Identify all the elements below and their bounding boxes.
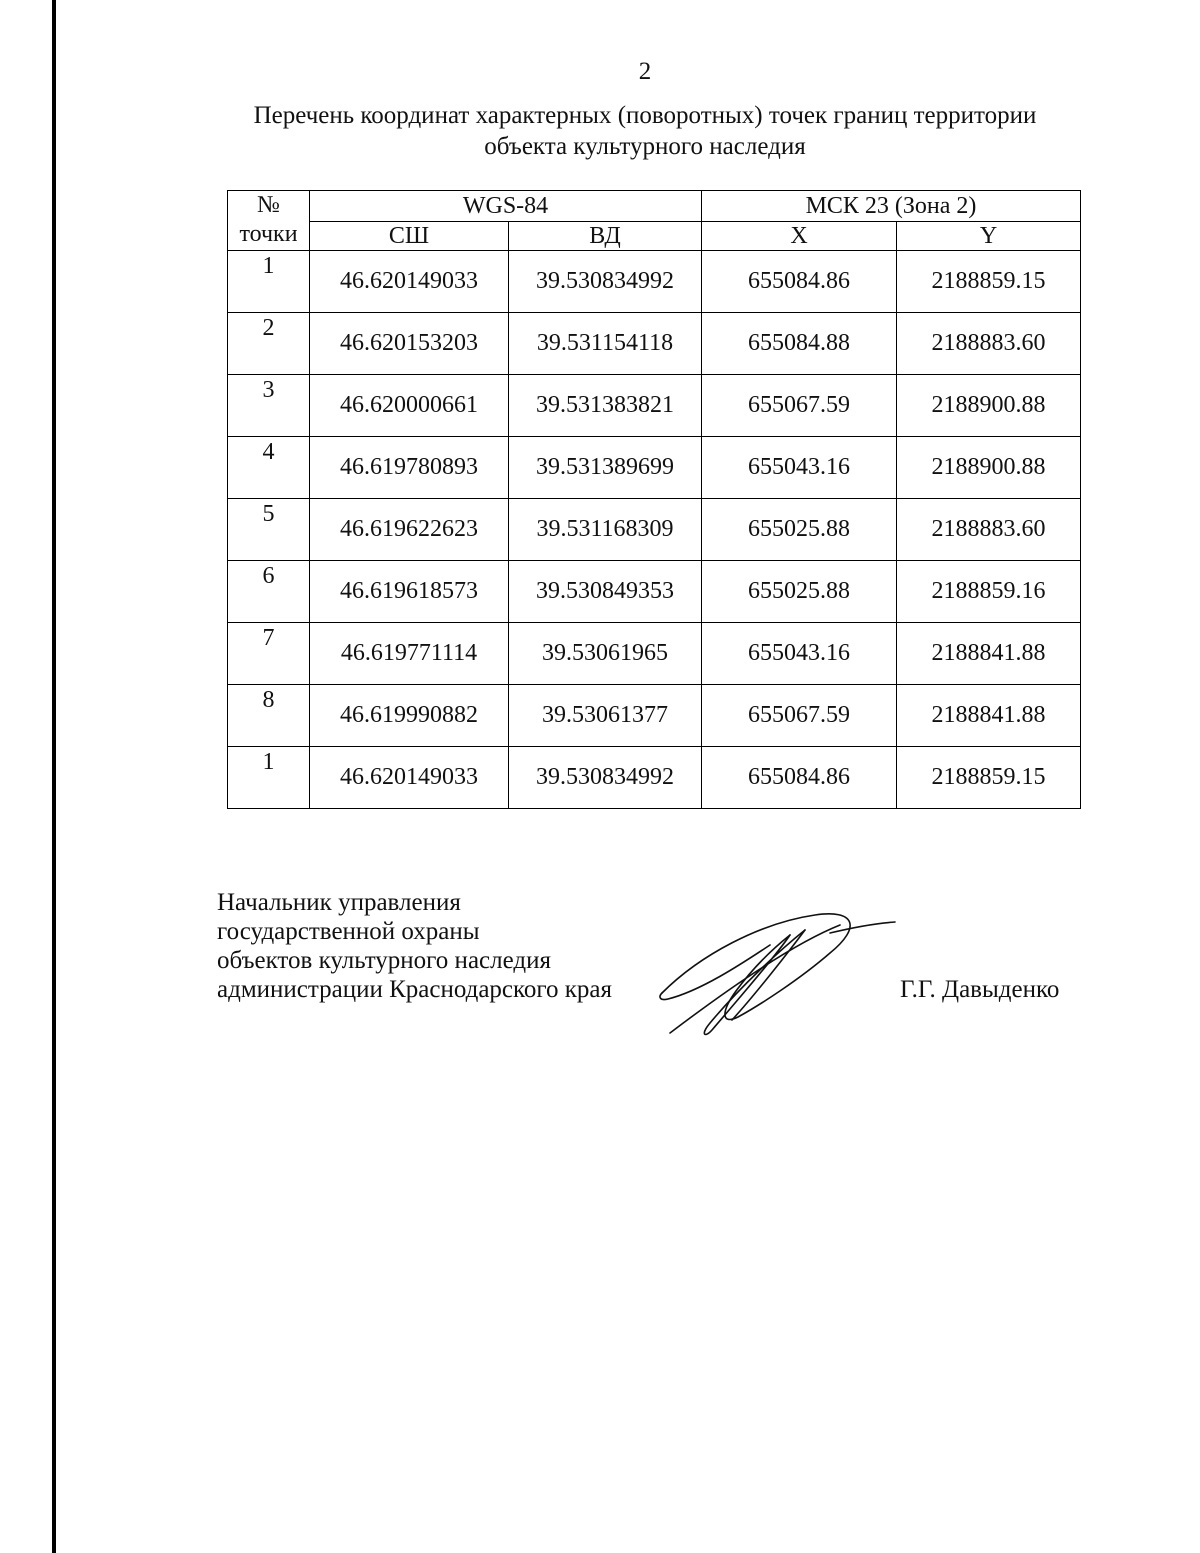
position-line-2: государственной охраны	[217, 918, 480, 945]
table-row	[228, 251, 1081, 313]
point-number-cell: 7	[228, 623, 310, 685]
longitude-cell: 39.53061965	[509, 623, 702, 685]
x-header: X	[702, 222, 897, 251]
latitude-cell: 46.620153203	[310, 313, 509, 375]
point-number-header-line2: точки	[239, 221, 298, 247]
point-number-cell: 1	[228, 251, 310, 313]
point-number-cell: 3	[228, 375, 310, 437]
latitude-cell: 46.620000661	[310, 375, 509, 437]
point-number-cell: 6	[228, 561, 310, 623]
y-cell: 2188900.88	[897, 375, 1081, 437]
wgs84-header: WGS-84	[310, 191, 702, 222]
y-cell: 2188900.88	[897, 437, 1081, 499]
latitude-cell: 46.619990882	[310, 685, 509, 747]
table-row	[228, 747, 1081, 809]
latitude-cell: 46.620149033	[310, 747, 509, 809]
coordinates-table	[227, 190, 1081, 809]
y-cell: 2188841.88	[897, 685, 1081, 747]
latitude-cell: 46.619622623	[310, 499, 509, 561]
x-cell: 655043.16	[702, 623, 897, 685]
left-border-bar	[52, 0, 56, 1553]
table-header-row-2	[228, 222, 1081, 251]
title-line-2: объекта культурного наследия	[484, 133, 806, 160]
point-number-header	[228, 191, 310, 251]
x-cell: 655025.88	[702, 499, 897, 561]
latitude-header: СШ	[310, 222, 509, 251]
y-cell: 2188859.15	[897, 251, 1081, 313]
x-cell: 655084.88	[702, 313, 897, 375]
x-cell: 655084.86	[702, 251, 897, 313]
longitude-cell: 39.530834992	[509, 747, 702, 809]
signatory-position	[217, 888, 612, 1004]
y-cell: 2188841.88	[897, 623, 1081, 685]
table-row	[228, 685, 1081, 747]
msk23-header: МСК 23 (Зона 2)	[702, 191, 1081, 222]
point-number-cell: 1	[228, 747, 310, 809]
point-number-cell: 8	[228, 685, 310, 747]
point-number-header-line1: №	[257, 192, 280, 218]
signer-name: Г.Г. Давыденко	[900, 976, 1060, 1003]
longitude-cell: 39.531383821	[509, 375, 702, 437]
x-cell: 655067.59	[702, 375, 897, 437]
latitude-cell: 46.619771114	[310, 623, 509, 685]
y-cell: 2188859.16	[897, 561, 1081, 623]
table-row	[228, 437, 1081, 499]
point-number-cell: 2	[228, 313, 310, 375]
document-title	[200, 100, 1090, 162]
point-number-cell: 5	[228, 499, 310, 561]
longitude-cell: 39.531154118	[509, 313, 702, 375]
latitude-cell: 46.620149033	[310, 251, 509, 313]
longitude-header: ВД	[509, 222, 702, 251]
position-line-3: объектов культурного наследия	[217, 947, 551, 974]
x-cell: 655084.86	[702, 747, 897, 809]
position-line-1: Начальник управления	[217, 889, 461, 916]
y-cell: 2188883.60	[897, 499, 1081, 561]
latitude-cell: 46.619780893	[310, 437, 509, 499]
table-header-row-1	[228, 191, 1081, 222]
point-number-cell: 4	[228, 437, 310, 499]
page-number: 2	[638, 58, 652, 85]
table-row	[228, 623, 1081, 685]
y-cell: 2188883.60	[897, 313, 1081, 375]
longitude-cell: 39.531389699	[509, 437, 702, 499]
y-header: Y	[897, 222, 1081, 251]
table-row	[228, 561, 1081, 623]
latitude-cell: 46.619618573	[310, 561, 509, 623]
longitude-cell: 39.530849353	[509, 561, 702, 623]
table-row	[228, 499, 1081, 561]
x-cell: 655025.88	[702, 561, 897, 623]
position-line-4: администрации Краснодарского края	[217, 976, 613, 1003]
longitude-cell: 39.53061377	[509, 685, 702, 747]
longitude-cell: 39.530834992	[509, 251, 702, 313]
title-line-1: Перечень координат характерных (поворотных) точек границ территории	[253, 102, 1037, 129]
y-cell: 2188859.15	[897, 747, 1081, 809]
longitude-cell: 39.531168309	[509, 499, 702, 561]
table-row	[228, 313, 1081, 375]
x-cell: 655043.16	[702, 437, 897, 499]
handwritten-signature	[640, 895, 900, 1045]
table-row	[228, 375, 1081, 437]
x-cell: 655067.59	[702, 685, 897, 747]
